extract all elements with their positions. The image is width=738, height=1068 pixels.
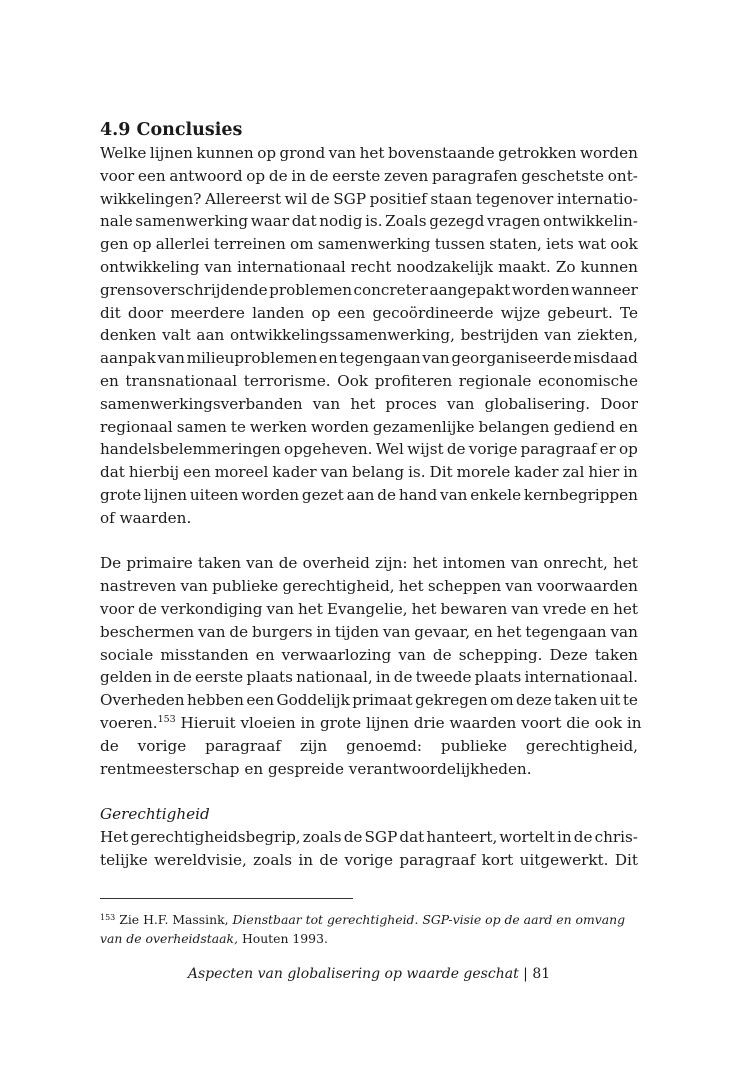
- text-line: denken valt aan ontwikkelingssamenwerking, bestrijden van ziekten,: [100, 326, 638, 345]
- text-line: grote lijnen uiteen worden gezet aan de hand van enkele kernbegrippen: [100, 485, 638, 504]
- text-line: wikkelingen? Allereerst wil de SGP positief staan tegenover internatio-: [100, 189, 638, 208]
- footer-separator: |: [518, 966, 533, 982]
- text-line: telijke wereldvisie, zoals in de vorige paragraaf kort uitgewerkt. Dit: [100, 850, 638, 869]
- text-line: aanpak van milieuproblemen en tegengaan van georganiseerde misdaad: [100, 349, 638, 368]
- text-line: dit door meerdere landen op een gecoördineerde wijze gebeurt. Te: [100, 303, 638, 322]
- page-footer: [0, 964, 738, 984]
- paragraph-2: [100, 552, 642, 780]
- text-line: gelden in de eerste plaats nationaal, in de tweede plaats internationaal.: [100, 668, 638, 687]
- text-line: Het gerechtigheidsbegrip, zoals de SGP dat hanteert, wortelt in de chris-: [100, 827, 638, 846]
- text-line: Welke lijnen kunnen op grond van het bovenstaande getrokken worden: [100, 144, 638, 162]
- paragraph-1: [100, 142, 638, 530]
- text-line: nale samenwerking waar dat nodig is. Zoals gezegd vragen ontwikkelin-: [100, 212, 638, 231]
- text-line: regionaal samen te werken worden gezamenlijke belangen gediend en: [100, 417, 638, 436]
- footnote-divider: [100, 898, 353, 899]
- text-line: dat hierbij een moreel kader van belang is. Dit morele kader zal hier in: [100, 463, 638, 482]
- text-line: handelsbelemmeringen opgeheven. Wel wijst de vorige paragraaf er op: [100, 440, 638, 459]
- footnote: [100, 910, 638, 948]
- text-line: of waarden.: [100, 508, 192, 527]
- text-line: de vorige paragraaf zijn genoemd: publieke gerechtigheid,: [100, 736, 638, 755]
- text-line: sociale misstanden en verwaarlozing van de schepping. Deze taken: [100, 645, 638, 664]
- text-line: samenwerkingsverbanden van het proces van globalisering. Door: [100, 394, 638, 413]
- text-line: rentmeesterschap en gespreide verantwoordelijkheden.: [100, 759, 532, 778]
- text-line: De primaire taken van de overheid zijn: het intomen van onrecht, het: [100, 554, 638, 573]
- text-line: en transnationaal terrorisme. Ook profiteren regionale economische: [100, 371, 638, 390]
- text-line: grensoverschrijdende problemen concreter aangepakt worden wanneer: [100, 280, 638, 299]
- page-body: [100, 118, 642, 872]
- footer-title: Aspecten van globalisering op waarde geschat: [187, 966, 519, 982]
- text-line: beschermen van de burgers in tijden van gevaar, en het tegengaan van: [100, 622, 638, 641]
- footnote-line-end: Hieruit vloeien in grote lijnen drie waarden voort die ook in: [175, 713, 642, 732]
- page-number: 81: [532, 966, 551, 982]
- text-line: nastreven van publieke gerechtigheid, het scheppen van voorwaarden: [100, 577, 638, 596]
- subheading: Gerechtigheid: [100, 805, 210, 824]
- footnote-text-start: Zie H.F. Massink,: [115, 912, 233, 927]
- text-line: Overheden hebben een Goddelijk primaat gekregen om deze taken uit te: [100, 691, 638, 710]
- text-line: ontwikkeling van internationaal recht noodzakelijk maakt. Zo kunnen: [100, 257, 638, 276]
- text-line: [100, 712, 642, 735]
- paragraph-3: [100, 826, 638, 872]
- text-line: gen op allerlei terreinen om samenwerking tussen staten, iets wat ook: [100, 235, 638, 254]
- footnote-title: Dienstbaar tot gerechtigheid. SGP-visie op de aard en omvang van de overheidstaak,: [100, 912, 626, 946]
- footnote-number: 153: [100, 913, 116, 922]
- footnote-text-end: Houten 1993.: [238, 931, 328, 946]
- section-heading: 4.9 Conclusies: [100, 120, 243, 140]
- footnote-reference[interactable]: 153: [157, 713, 176, 725]
- text-line: voor de verkondiging van het Evangelie, het bewaren van vrede en het: [100, 599, 638, 618]
- footnote-line-start: voeren.$^{153}$: [100, 713, 176, 732]
- text-line: voor een antwoord op de in de eerste zeven paragrafen geschetste ont-: [100, 166, 638, 185]
